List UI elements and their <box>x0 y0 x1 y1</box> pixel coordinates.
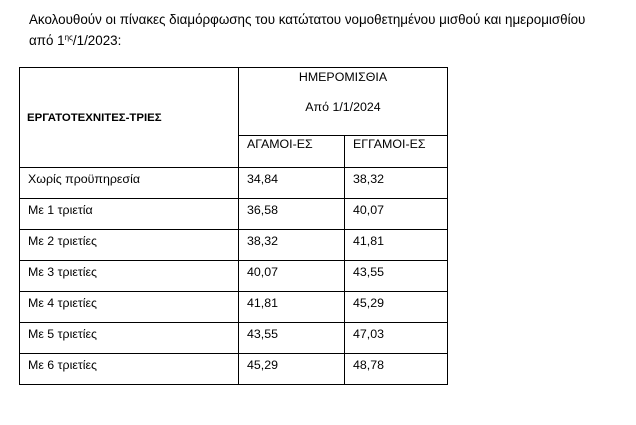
married-wage-cell: 40,07 <box>345 199 448 230</box>
effective-date-label: Από 1/1/2024 <box>305 100 381 114</box>
intro-line-2 <box>29 30 629 51</box>
table-row <box>20 292 448 323</box>
intro-line-1: Ακολουθούν οι πίνακες διαμόρφωσης του κατώτατου νομοθετημένου μισθού και ημερομισθίου <box>29 12 586 27</box>
married-wage-cell: 41,81 <box>345 230 448 261</box>
row-label: Με 4 τριετίες <box>20 292 239 323</box>
intro-paragraph <box>29 9 629 51</box>
table-header-row <box>20 68 448 136</box>
married-wage-cell: 48,78 <box>345 354 448 385</box>
intro-ordinal-suffix: ης <box>64 33 73 42</box>
single-wage-cell: 40,07 <box>239 261 345 292</box>
table-row <box>20 199 448 230</box>
column-header-married: ΕΓΓΑΜΟΙ-ΕΣ <box>345 136 448 168</box>
daily-wage-title: ΗΜΕΡΟΜΙΣΘΙΑ <box>298 70 388 84</box>
row-label: Χωρίς προϋπηρεσία <box>20 168 239 199</box>
single-wage-cell: 43,55 <box>239 323 345 354</box>
wage-table <box>19 67 448 385</box>
row-label: Με 1 τριετία <box>20 199 239 230</box>
married-wage-cell: 43,55 <box>345 261 448 292</box>
row-label: Με 3 τριετίες <box>20 261 239 292</box>
role-header-cell: ΕΡΓΑΤΟΤΕΧΝΙΤΕΣ-ΤΡΙΕΣ <box>20 68 239 168</box>
intro-line-2-prefix: από 1 <box>29 33 65 48</box>
intro-line-2-suffix: /1/2023: <box>72 33 122 48</box>
row-label: Με 6 τριετίες <box>20 354 239 385</box>
single-wage-cell: 41,81 <box>239 292 345 323</box>
married-wage-cell: 47,03 <box>345 323 448 354</box>
table-row <box>20 261 448 292</box>
table-row <box>20 168 448 199</box>
column-header-single: ΑΓΑΜΟΙ-ΕΣ <box>239 136 345 168</box>
single-wage-cell: 38,32 <box>239 230 345 261</box>
table-row <box>20 230 448 261</box>
married-wage-cell: 45,29 <box>345 292 448 323</box>
table-row <box>20 354 448 385</box>
single-wage-cell: 45,29 <box>239 354 345 385</box>
row-label: Με 5 τριετίες <box>20 323 239 354</box>
married-wage-cell: 38,32 <box>345 168 448 199</box>
table-row <box>20 323 448 354</box>
table-body <box>20 168 448 385</box>
row-label: Με 2 τριετίες <box>20 230 239 261</box>
daily-wage-group-header <box>239 68 448 136</box>
single-wage-cell: 36,58 <box>239 199 345 230</box>
single-wage-cell: 34,84 <box>239 168 345 199</box>
